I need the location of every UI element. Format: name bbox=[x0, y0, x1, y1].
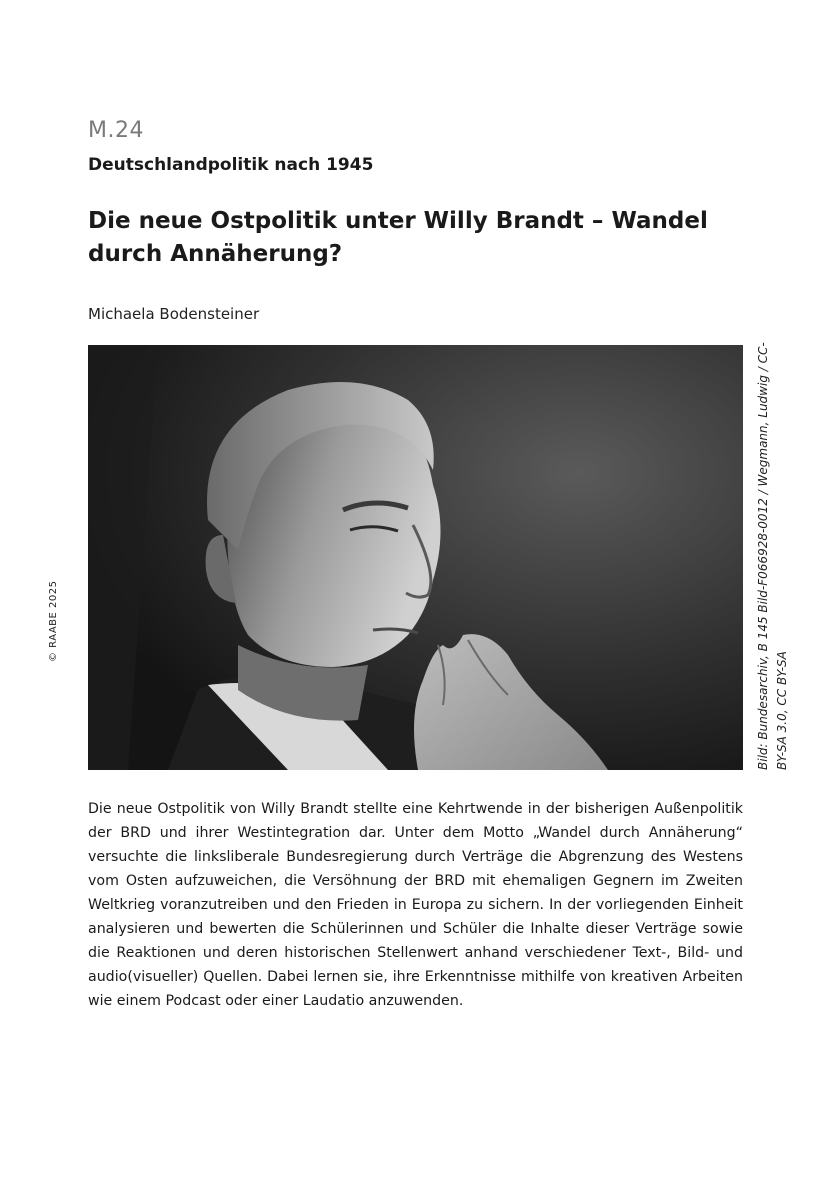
intro-paragraph: Die neue Ostpolitik von Willy Brandt stellte eine Kehrtwende in der bisherigen Außenpolitik der BRD und ihrer Westintegration dar. Unter dem Motto „Wandel durch Annäherung“ versuchte die linksliberale Bundesregierung durch Verträge die Abgrenzung des Westens vom Osten aufzuweichen, die Versöhnung der BRD mit ehemaligen Gegnern im Zweiten Weltkrieg voranzutreiben und den Frieden in Europa zu sichern. In der vorliegenden Einheit analysieren und bewerten die Schülerinnen und Schüler die Inhalte dieser Verträge sowie die Reaktionen und deren historischen Stellenwert anhand verschiedener Text-, Bild- und audio(visueller) Quellen. Dabei lernen sie, ihre Erkenntnisse mithilfe von kreativen Arbeiten wie einem Podcast oder einer Laudatio anzuwenden. bbox=[88, 801, 743, 1009]
portrait-photo bbox=[88, 345, 743, 770]
material-code: M.24 bbox=[88, 118, 144, 143]
image-credit: Bild: Bundesarchiv, B 145 Bild-F066928-0012 / Wegmann, Ludwig / CC-BY-SA 3.0, CC BY-SA bbox=[756, 342, 789, 770]
copyright-note: © RAABE 2025 bbox=[48, 580, 59, 662]
author-name: Michaela Bodensteiner bbox=[88, 305, 260, 323]
subject-heading: Deutschlandpolitik nach 1945 bbox=[88, 155, 374, 175]
page-title: Die neue Ostpolitik unter Willy Brandt – Wandel durch Annäherung? bbox=[88, 208, 708, 267]
